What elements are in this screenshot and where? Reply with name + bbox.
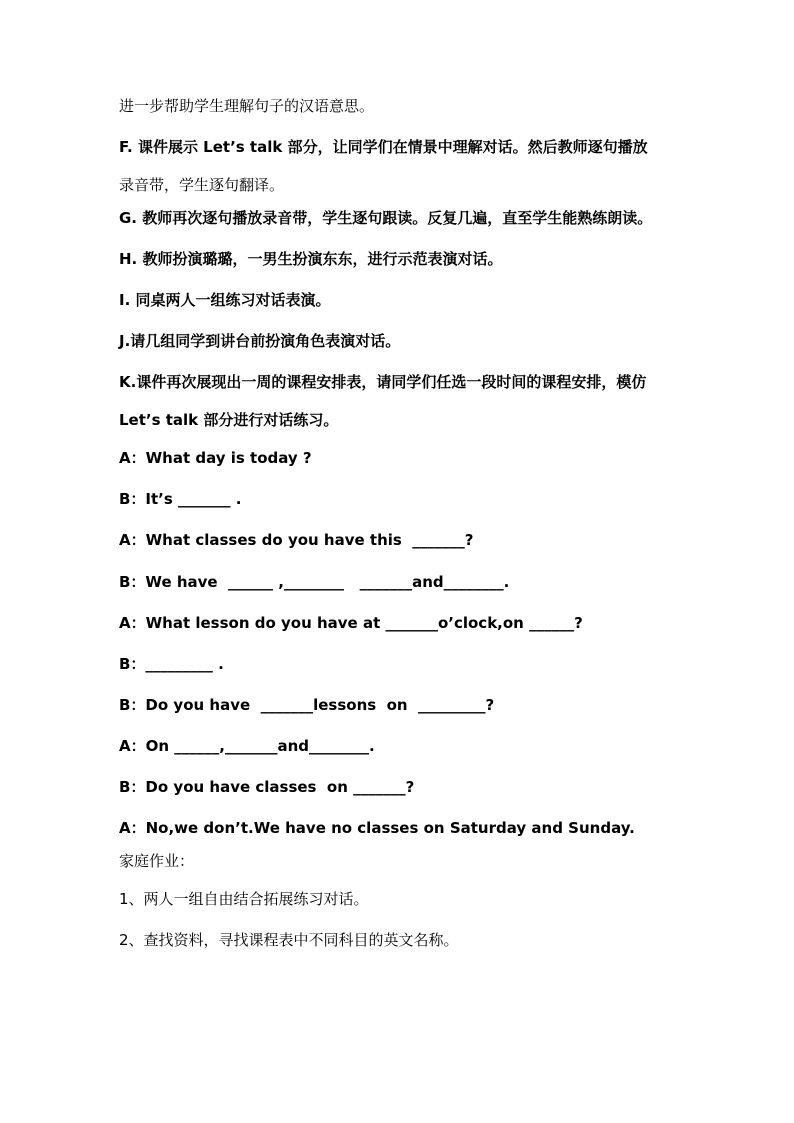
homework-item: 1、两人一组自由结合拓展练习对话。 xyxy=(119,890,369,908)
text-line: 进一步帮助学生理解句子的汉语意思。 xyxy=(119,97,375,115)
step-k-line: K.课件再次展现出一周的课程安排表，请同学们任选一段时间的课程安排，模仿 xyxy=(119,373,647,391)
step-j-line: J.请几组同学到讲台前扮演角色表演对话。 xyxy=(119,332,401,350)
dialogue-line: B：_________ . xyxy=(119,655,224,673)
dialogue-line: A：On ______,_______and________. xyxy=(119,737,375,755)
dialogue-line: A：What lesson do you have at _______o’clock,on ______? xyxy=(119,614,583,632)
dialogue-line: A：What classes do you have this _______? xyxy=(119,531,474,549)
dialogue-line: B：Do you have _______lessons on _________? xyxy=(119,696,495,714)
step-f-line: F. 课件展示 Let’s talk 部分，让同学们在情景中理解对话。然后教师逐句播放 xyxy=(119,138,648,156)
dialogue-line: B：We have ______ ,________ _______and________. xyxy=(119,573,510,591)
text-line: Let’s talk 部分进行对话练习。 xyxy=(119,411,339,429)
dialogue-line: B：Do you have classes on _______? xyxy=(119,778,415,796)
document-body xyxy=(119,96,719,950)
dialogue-line: A：What day is today ? xyxy=(119,449,312,467)
step-h-line: H. 教师扮演璐璐，一男生扮演东东，进行示范表演对话。 xyxy=(119,250,503,268)
homework-item: 2、查找资料，寻找课程表中不同科目的英文名称。 xyxy=(119,931,459,949)
text-line: 录音带，学生逐句翻译。 xyxy=(119,176,285,194)
dialogue-line: B：It’s _______ . xyxy=(119,490,242,508)
dialogue-line: A：No,we don’t.We have no classes on Saturday and Sunday. xyxy=(119,819,635,837)
homework-heading: 家庭作业： xyxy=(119,852,195,870)
step-g-line: G. 教师再次逐句播放录音带，学生逐句跟读。反复几遍，直至学生能熟练朗读。 xyxy=(119,209,653,227)
step-i-line: I. 同桌两人一组练习对话表演。 xyxy=(119,291,331,309)
